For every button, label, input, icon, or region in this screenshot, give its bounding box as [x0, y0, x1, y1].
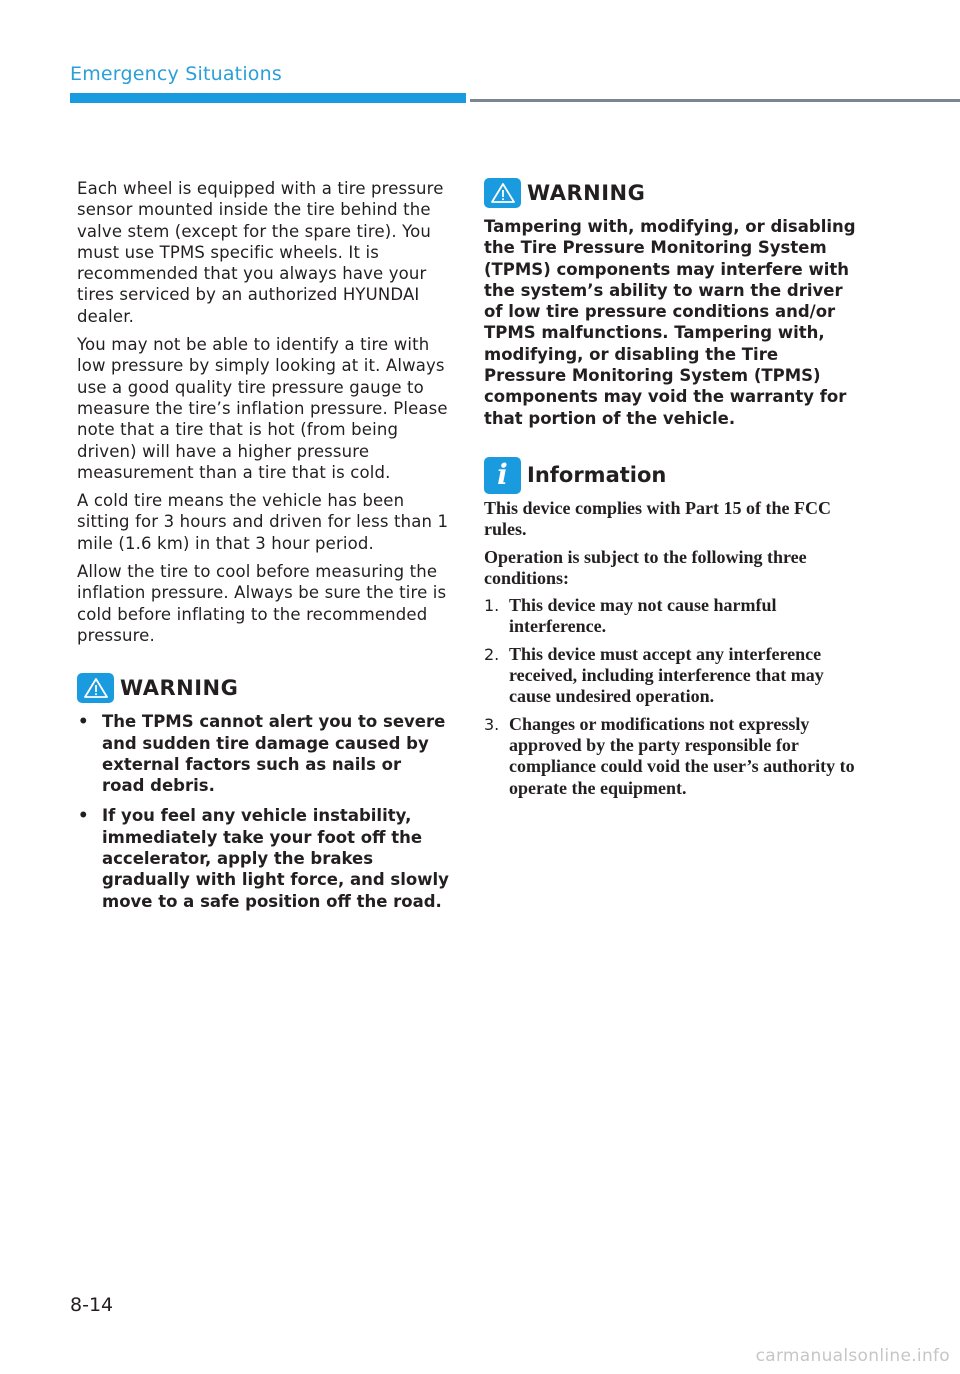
warning-text: Tampering with, modifying, or disabling the Tire Pressure Monitoring System (TPMS) components may interfere with the system’s ability to warn the driver of low tire pressure conditions and/or TPMS malfunctions. Tampering with, modifying, or disabling the Tire Pressure Monitoring System (TPMS) components may void the warranty for that portion of the vehicle.	[484, 217, 856, 428]
item-number: 3.	[484, 714, 500, 734]
watermark: carmanualsonline.info	[755, 1346, 950, 1366]
info-conditions-list	[484, 595, 864, 799]
warning-title: WARNING	[120, 676, 239, 701]
header-rule-accent	[70, 93, 466, 103]
item-number: 2.	[484, 644, 500, 664]
bullet-icon: •	[78, 806, 89, 826]
right-column	[484, 178, 864, 805]
warning-header	[77, 673, 449, 703]
paragraph-cool-before: Allow the tire to cool before measuring the inflation pressure. Always be sure the tire is cold before inflating to the recommended pressure.	[77, 562, 447, 645]
item-number: 1.	[484, 596, 500, 616]
item-text: Changes or modifications not expressly approved by the party responsible for compliance could void the user’s authority to operate the equipment.	[509, 713, 855, 798]
paragraph-sensor: Each wheel is equipped with a tire pressure sensor mounted inside the tire behind the valve stem (except for the spare tire). You must use TPMS specific wheels. It is recommended that you always have your tires serviced by an authorized HYUNDAI dealer.	[77, 179, 444, 326]
item-text: This device may not cause harmful interference.	[509, 595, 777, 637]
list-item	[77, 805, 449, 911]
warning-box-right	[484, 178, 864, 429]
bullet-text: The TPMS cannot alert you to severe and sudden tire damage caused by external factors such as nails or road debris.	[102, 712, 446, 796]
list-item	[484, 595, 864, 638]
warning-triangle-icon	[484, 178, 521, 208]
info-i-icon: i	[484, 457, 521, 494]
list-item	[77, 711, 449, 796]
list-item	[484, 714, 864, 799]
information-title: Information	[527, 463, 667, 488]
warning-title: WARNING	[527, 181, 646, 205]
paragraph-identify: You may not be able to identify a tire with low pressure by simply looking at it. Always use a good quality tire pressure gauge to measure the tire’s inflation pressure. Please note that a tire that is hot (from being driven) will have a higher pressure measurement than a tire that is cold.	[77, 335, 448, 482]
left-column	[77, 178, 449, 921]
list-item	[484, 644, 864, 708]
bullet-icon: •	[78, 712, 89, 732]
warning-triangle-icon	[77, 673, 114, 703]
warning-bullets	[77, 711, 449, 912]
item-text: This device must accept any interference received, including interference that may cause undesired operation.	[509, 643, 824, 707]
information-header	[484, 457, 864, 494]
info-paragraph: This device complies with Part 15 of the FCC rules.	[484, 497, 831, 540]
paragraph-cold-tire: A cold tire means the vehicle has been sitting for 3 hours and driven for less than 1 mile (1.6 km) in that 3 hour period.	[77, 491, 449, 553]
section-title: Emergency Situations	[70, 63, 282, 85]
info-paragraph: Operation is subject to the following three conditions:	[484, 546, 807, 588]
bullet-text: If you feel any vehicle instability, immediately take your foot off the accelerator, apply the brakes gradually with light force, and slowly move to a safe position off the road.	[102, 806, 449, 911]
header-rule-gray	[470, 99, 960, 102]
information-box	[484, 457, 864, 799]
warning-box-left	[77, 673, 449, 912]
warning-header	[484, 178, 864, 208]
page-number: 8-14	[70, 1294, 114, 1316]
